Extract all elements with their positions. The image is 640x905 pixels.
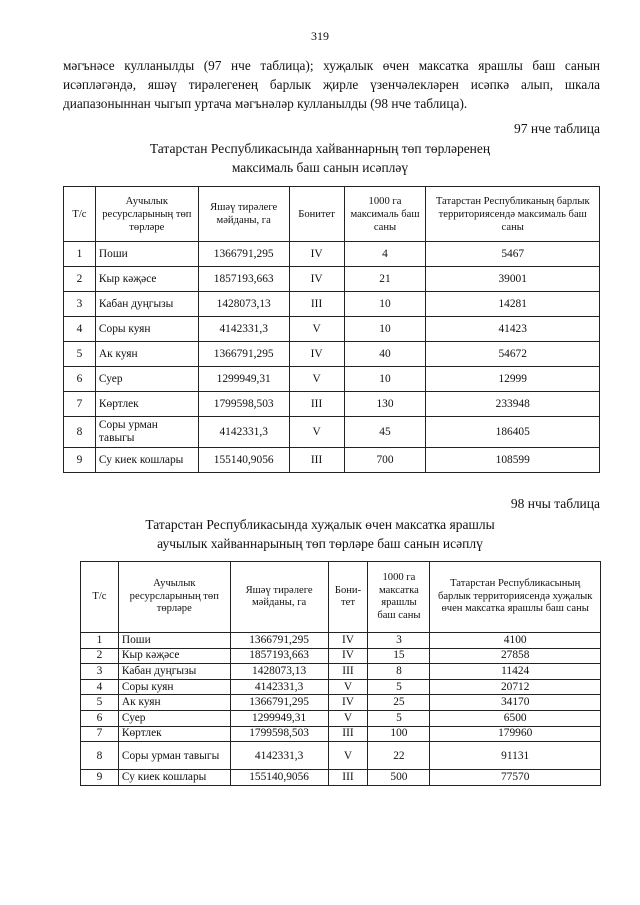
table97-header: Аучылык ресурсларының төп төрләре xyxy=(95,187,198,242)
cell: 4 xyxy=(81,679,119,695)
cell: 91131 xyxy=(430,742,601,770)
cell: III xyxy=(289,392,344,417)
table97-header: Бонитет xyxy=(289,187,344,242)
cell: 5 xyxy=(368,710,430,726)
page-number: 319 xyxy=(311,29,329,43)
cell: 40 xyxy=(344,342,426,367)
table98-header: 1000 га максатка ярашлы баш саны xyxy=(368,562,430,633)
cell: 1299949,31 xyxy=(230,710,328,726)
cell: IV xyxy=(328,633,368,649)
cell: 1428073,13 xyxy=(230,664,328,680)
table97-header: 1000 га максималь баш саны xyxy=(344,187,426,242)
cell: III xyxy=(328,664,368,680)
cell: Соры куян xyxy=(118,679,230,695)
cell: Кабан дуңгызы xyxy=(118,664,230,680)
cell: 8 xyxy=(368,664,430,680)
table97-title-line1: Татарстан Республикасында хайваннарның төп төрләренең xyxy=(149,141,491,156)
cell: 6 xyxy=(81,710,119,726)
cell: Соры урман тавыгы xyxy=(95,417,198,448)
cell: V xyxy=(328,710,368,726)
cell: 1366791,295 xyxy=(230,695,328,711)
cell: 4142331,3 xyxy=(198,317,289,342)
cell: IV xyxy=(289,267,344,292)
cell: 9 xyxy=(81,770,119,786)
cell: V xyxy=(289,317,344,342)
cell: 4 xyxy=(344,242,426,267)
cell: Кыр кәҗәсе xyxy=(118,648,230,664)
cell: 100 xyxy=(368,726,430,742)
table98-title-line1: Татарстан Республикасында хуҗалык өчен максатка ярашлы xyxy=(145,517,495,532)
cell: 6 xyxy=(64,367,96,392)
cell: IV xyxy=(328,695,368,711)
cell: 4142331,3 xyxy=(230,742,328,770)
cell: 1299949,31 xyxy=(198,367,289,392)
table-row xyxy=(64,317,600,342)
cell: 27858 xyxy=(430,648,601,664)
cell: 1857193,663 xyxy=(230,648,328,664)
cell: 1366791,295 xyxy=(198,342,289,367)
table98-header: Яшәү тирәлеге мәйданы, га xyxy=(230,562,328,633)
cell: Кыр кәҗәсе xyxy=(95,267,198,292)
table-row xyxy=(81,679,601,695)
cell: Суер xyxy=(118,710,230,726)
table98-header: Бони-тет xyxy=(328,562,368,633)
table-row xyxy=(64,292,600,317)
table97-label: 97 нче таблица xyxy=(513,121,600,136)
cell: 34170 xyxy=(430,695,601,711)
cell: 14281 xyxy=(426,292,600,317)
cell: V xyxy=(289,417,344,448)
table97-header-row xyxy=(64,187,600,242)
cell: III xyxy=(328,726,368,742)
cell: 6500 xyxy=(430,710,601,726)
cell: 8 xyxy=(81,742,119,770)
cell: Суер xyxy=(95,367,198,392)
cell: 7 xyxy=(81,726,119,742)
cell: 233948 xyxy=(426,392,600,417)
table98-header: Аучылык ресурсларының төп төрләре xyxy=(118,562,230,633)
cell: 700 xyxy=(344,448,426,473)
table97 xyxy=(63,186,600,473)
table-row xyxy=(81,648,601,664)
cell: 3 xyxy=(368,633,430,649)
cell: 5 xyxy=(368,679,430,695)
table98 xyxy=(80,561,601,786)
table98-header: Татарстан Республикасының барлык территориясендә хуҗалык өчен максатка ярашлы баш саны xyxy=(430,562,601,633)
cell: 1799598,503 xyxy=(198,392,289,417)
intro-text: мәгънәсе кулланылды (97 нче таблица); хуҗалык өчен максатка ярашлы баш санын исәпләгәндә, яшәү тирәлегенең барлык җирле үзенчәлекләрен исәпкә алып, шкала диапазоныннан чыгып уртача мәгънәләр кулланылды (98 нче таблица). xyxy=(63,58,600,111)
cell: 4 xyxy=(64,317,96,342)
cell: 1857193,663 xyxy=(198,267,289,292)
cell: 54672 xyxy=(426,342,600,367)
cell: IV xyxy=(289,242,344,267)
cell: 77570 xyxy=(430,770,601,786)
cell: 3 xyxy=(64,292,96,317)
cell: 4142331,3 xyxy=(198,417,289,448)
cell: Соры куян xyxy=(95,317,198,342)
cell: 5467 xyxy=(426,242,600,267)
cell: 5 xyxy=(81,695,119,711)
cell: 8 xyxy=(64,417,96,448)
table97-header: Т/с xyxy=(64,187,96,242)
table98-header-row xyxy=(81,562,601,633)
cell: 108599 xyxy=(426,448,600,473)
cell: III xyxy=(289,292,344,317)
table-row xyxy=(64,417,600,448)
table-row xyxy=(81,742,601,770)
table98-title-line2: аучылык хайваннарының төп төрләре баш санын исәплү xyxy=(157,536,483,551)
cell: Көртлек xyxy=(118,726,230,742)
cell: V xyxy=(328,679,368,695)
cell: 3 xyxy=(81,664,119,680)
table98-label: 98 нчы таблица xyxy=(510,496,600,511)
cell: Су киек кошлары xyxy=(118,770,230,786)
cell: 1 xyxy=(81,633,119,649)
table-row xyxy=(64,392,600,417)
cell: 11424 xyxy=(430,664,601,680)
cell: IV xyxy=(289,342,344,367)
cell: 15 xyxy=(368,648,430,664)
cell: 20712 xyxy=(430,679,601,695)
cell: 25 xyxy=(368,695,430,711)
cell: Су киек кошлары xyxy=(95,448,198,473)
table-row xyxy=(81,695,601,711)
table-row xyxy=(64,267,600,292)
cell: Ак куян xyxy=(118,695,230,711)
table-row xyxy=(81,664,601,680)
cell: Поши xyxy=(118,633,230,649)
cell: 12999 xyxy=(426,367,600,392)
cell: 1 xyxy=(64,242,96,267)
cell: IV xyxy=(328,648,368,664)
cell: 4142331,3 xyxy=(230,679,328,695)
cell: Соры урман тавыгы xyxy=(118,742,230,770)
cell: 130 xyxy=(344,392,426,417)
cell: 45 xyxy=(344,417,426,448)
cell: III xyxy=(328,770,368,786)
cell: Ак куян xyxy=(95,342,198,367)
cell: 7 xyxy=(64,392,96,417)
cell: Көртлек xyxy=(95,392,198,417)
cell: 21 xyxy=(344,267,426,292)
cell: 186405 xyxy=(426,417,600,448)
table-row xyxy=(81,770,601,786)
table97-header: Татарстан Республиканың барлык территориясендә максималь баш саны xyxy=(426,187,600,242)
table98-header: Т/с xyxy=(81,562,119,633)
cell: 1799598,503 xyxy=(230,726,328,742)
cell: 10 xyxy=(344,317,426,342)
cell: 22 xyxy=(368,742,430,770)
cell: V xyxy=(328,742,368,770)
table-row xyxy=(64,367,600,392)
table97-title-line2: максималь баш санын исәпләү xyxy=(231,160,409,175)
cell: 9 xyxy=(64,448,96,473)
cell: 1428073,13 xyxy=(198,292,289,317)
cell: 179960 xyxy=(430,726,601,742)
cell: 155140,9056 xyxy=(198,448,289,473)
table-row xyxy=(81,726,601,742)
cell: 500 xyxy=(368,770,430,786)
table-row xyxy=(64,242,600,267)
cell: 10 xyxy=(344,367,426,392)
intro-paragraph xyxy=(63,56,600,113)
table-row xyxy=(81,710,601,726)
table97-title xyxy=(0,139,640,177)
cell: 2 xyxy=(81,648,119,664)
cell: III xyxy=(289,448,344,473)
cell: Кабан дуңгызы xyxy=(95,292,198,317)
cell: 39001 xyxy=(426,267,600,292)
cell: 41423 xyxy=(426,317,600,342)
cell: 1366791,295 xyxy=(198,242,289,267)
cell: 5 xyxy=(64,342,96,367)
cell: 155140,9056 xyxy=(230,770,328,786)
table-row xyxy=(64,448,600,473)
cell: 1366791,295 xyxy=(230,633,328,649)
cell: V xyxy=(289,367,344,392)
table-row xyxy=(64,342,600,367)
cell: 10 xyxy=(344,292,426,317)
cell: 2 xyxy=(64,267,96,292)
table-row xyxy=(81,633,601,649)
table98-title xyxy=(0,515,640,553)
cell: 4100 xyxy=(430,633,601,649)
cell: Поши xyxy=(95,242,198,267)
table97-header: Яшәү тирәлеге мәйданы, га xyxy=(198,187,289,242)
